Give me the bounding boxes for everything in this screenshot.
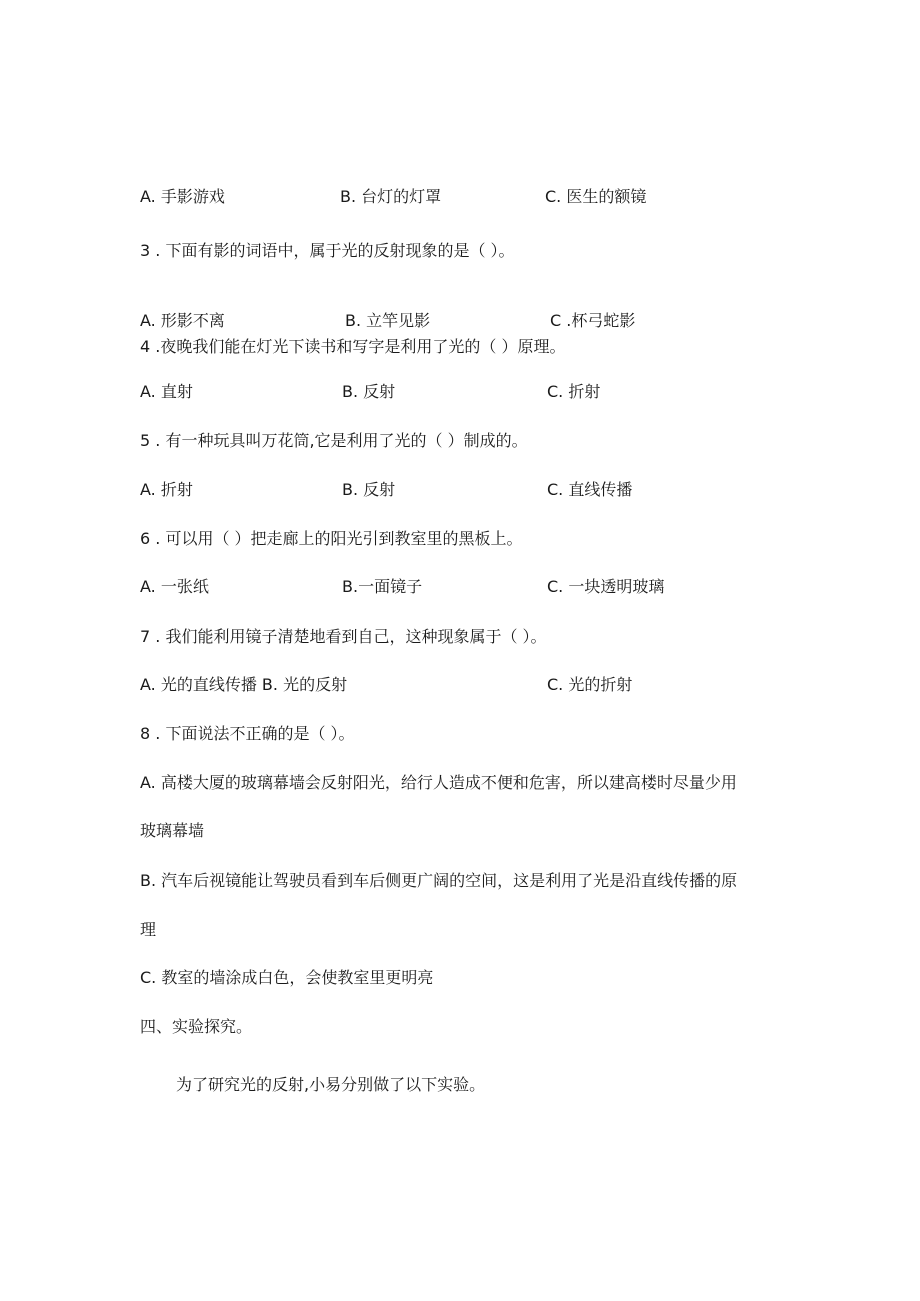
q4-stem: 4 .夜晚我们能在灯光下读书和写字是利用了光的（ ）原理。 xyxy=(140,337,566,356)
q6-option-a: A. 一张纸 xyxy=(140,577,209,596)
q5-option-b: B. 反射 xyxy=(342,480,396,499)
section-heading: 四、实验探究。 xyxy=(140,1017,253,1036)
q2-option-c: C. 医生的额镜 xyxy=(545,187,647,206)
q4-option-b: B. 反射 xyxy=(342,382,396,401)
q5-option-c: C. 直线传播 xyxy=(547,480,633,499)
q2-option-b: B. 台灯的灯罩 xyxy=(340,187,442,206)
q6-stem: 6 . 可以用（ ）把走廊上的阳光引到教室里的黑板上。 xyxy=(140,529,523,548)
q6-option-c: C. 一块透明玻璃 xyxy=(547,577,665,596)
q8-option-a-line1: A. 高楼大厦的玻璃幕墙会反射阳光，给行人造成不便和危害，所以建高楼时尽量少用 xyxy=(140,773,737,792)
section-intro: 为了研究光的反射,小易分别做了以下实验。 xyxy=(176,1075,486,1094)
q5-stem: 5 . 有一种玩具叫万花筒,它是利用了光的（ ）制成的。 xyxy=(140,431,528,450)
q3-option-b: B. 立竿见影 xyxy=(345,311,431,330)
q8-option-a-line2: 玻璃幕墙 xyxy=(140,821,205,840)
q4-option-a: A. 直射 xyxy=(140,382,193,401)
q3-stem: 3 . 下面有影的词语中，属于光的反射现象的是（ ）。 xyxy=(140,241,515,260)
q2-option-a: A. 手影游戏 xyxy=(140,187,225,206)
q7-option-ab: A. 光的直线传播 B. 光的反射 xyxy=(140,675,348,694)
q5-option-a: A. 折射 xyxy=(140,480,193,499)
q3-option-c: C .杯弓蛇影 xyxy=(550,311,636,330)
q8-stem: 8 . 下面说法不正确的是（ ）。 xyxy=(140,724,355,743)
q8-option-c: C. 教室的墙涂成白色，会使教室里更明亮 xyxy=(140,968,434,987)
q4-option-c: C. 折射 xyxy=(547,382,601,401)
q8-option-b-line1: B. 汽车后视镜能让驾驶员看到车后侧更广阔的空间，这是利用了光是沿直线传播的原 xyxy=(140,871,738,890)
q8-option-b-line2: 理 xyxy=(140,920,157,939)
q3-option-a: A. 形影不离 xyxy=(140,311,225,330)
q7-stem: 7 . 我们能利用镜子清楚地看到自己，这种现象属于（ ）。 xyxy=(140,627,547,646)
q6-option-b: B.一面镜子 xyxy=(342,577,423,596)
q7-option-c: C. 光的折射 xyxy=(547,675,633,694)
